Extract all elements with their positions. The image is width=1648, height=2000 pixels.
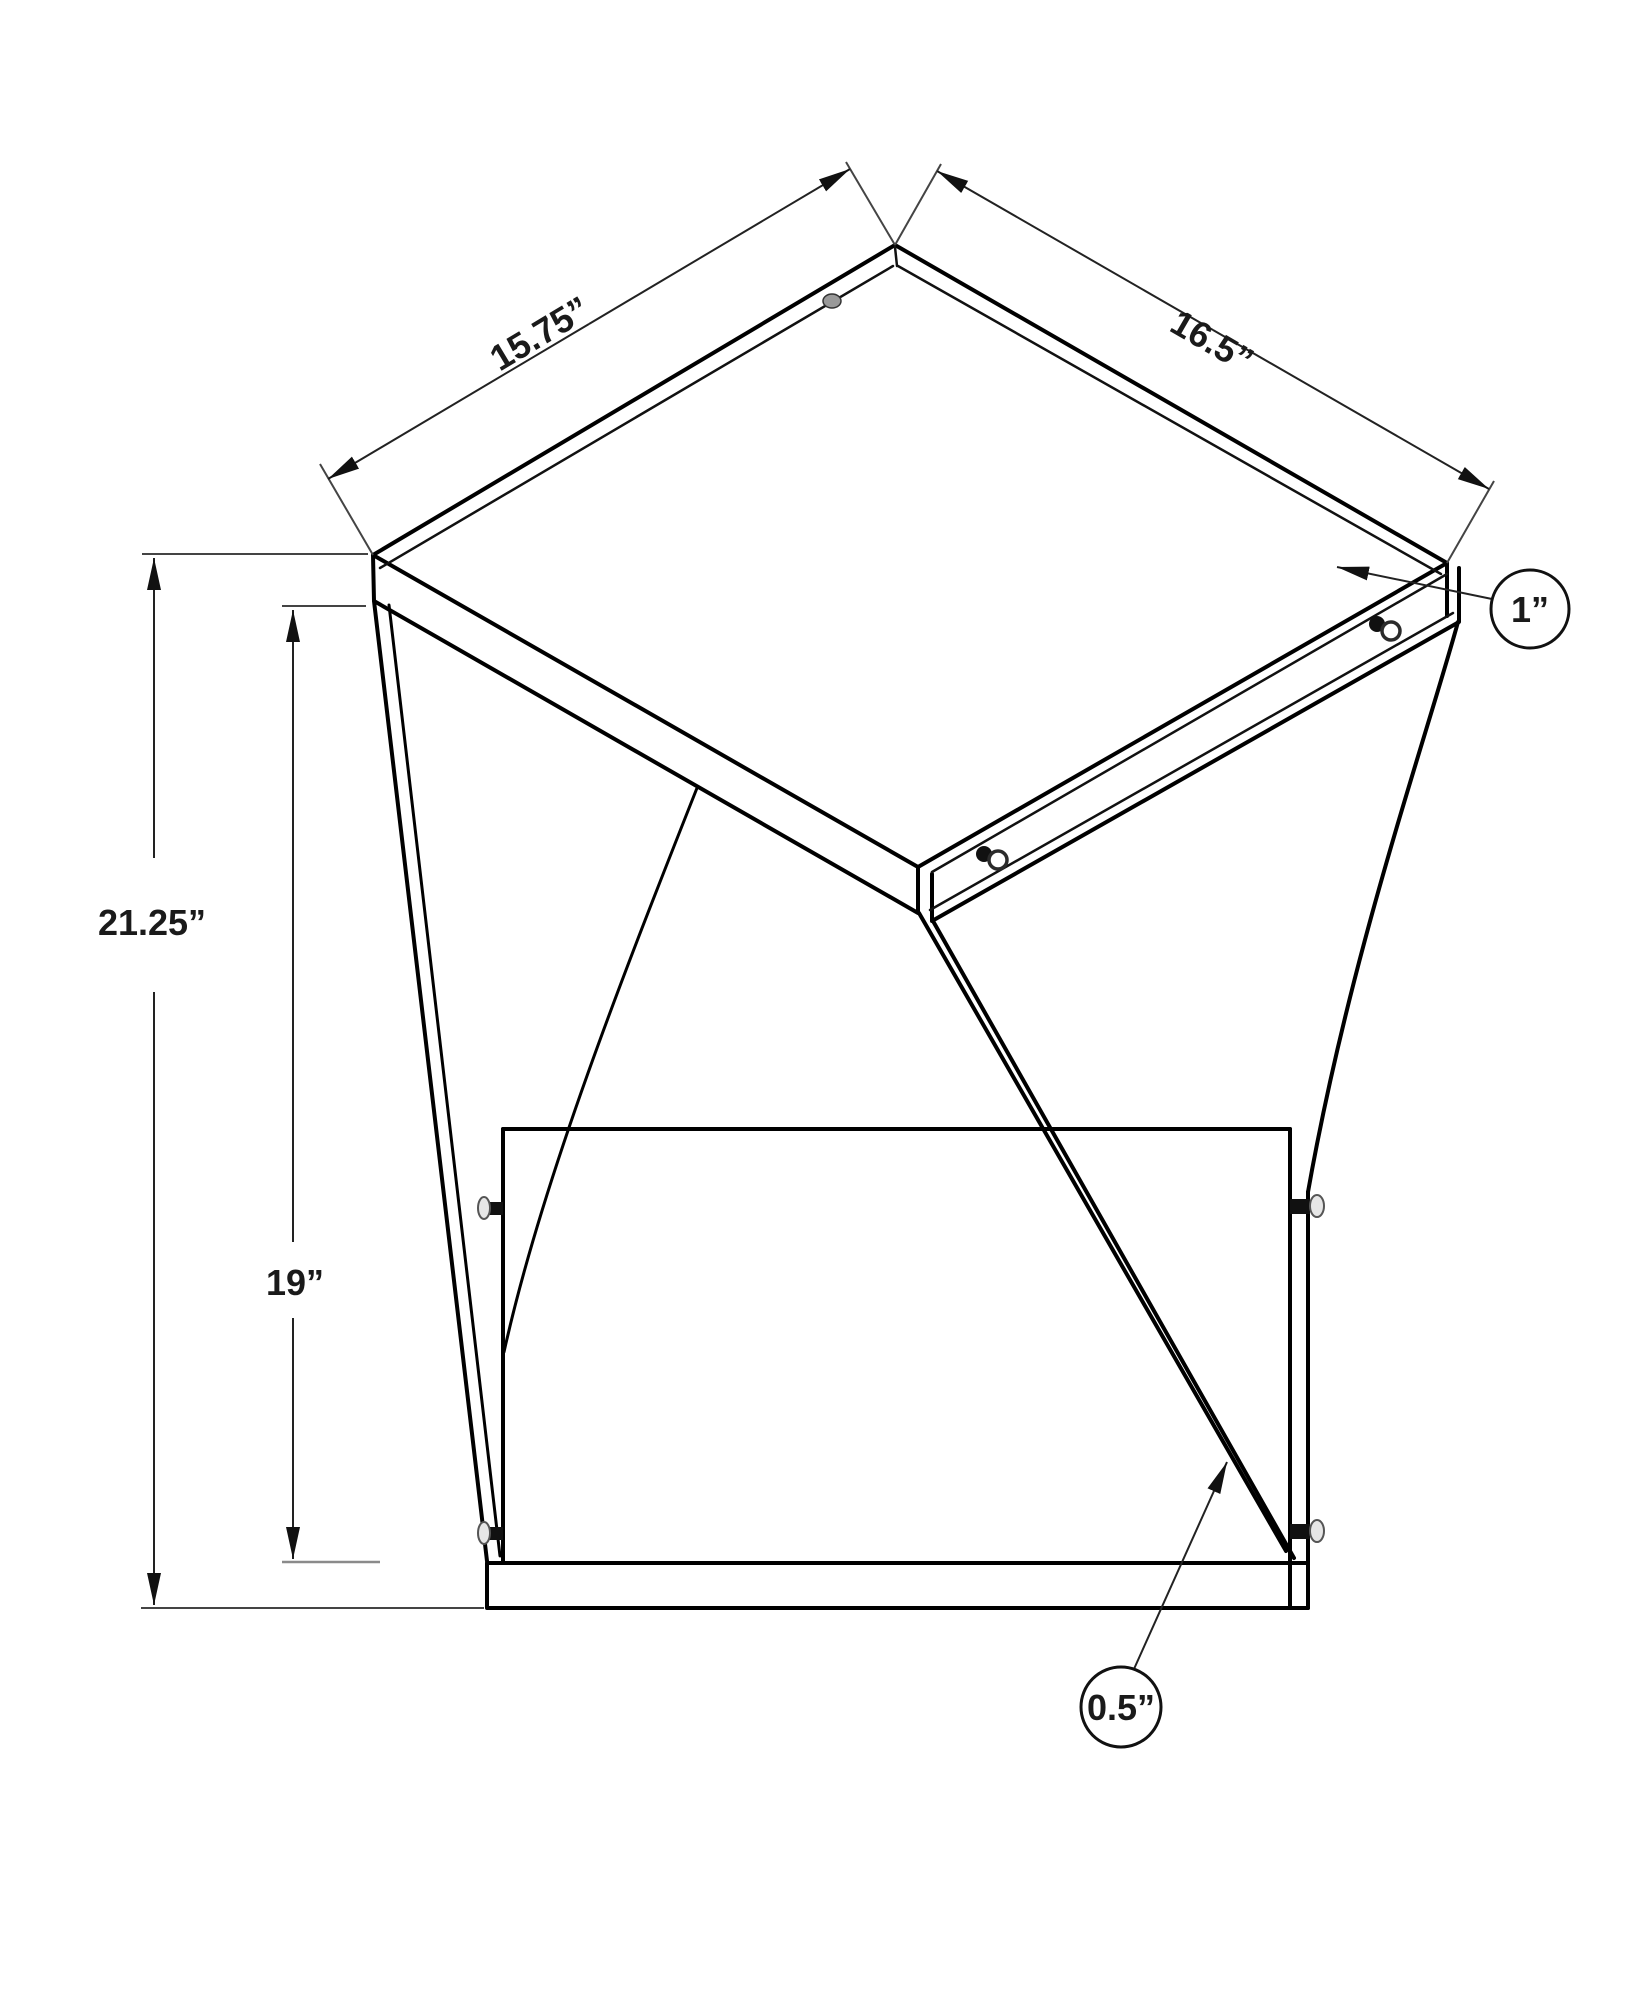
- knob-head: [989, 851, 1007, 869]
- dimension-top-right-edge: [895, 164, 1494, 563]
- screws: [478, 1195, 1324, 1544]
- cross-brace-lower-edge: [933, 921, 1294, 1558]
- witness-line: [1447, 481, 1494, 563]
- dim-label-panel-thickness: 0.5”: [1086, 1687, 1156, 1728]
- screw-head: [478, 1522, 490, 1544]
- screw-head: [1310, 1195, 1324, 1217]
- apron-knob-right: [1369, 616, 1400, 640]
- legs: [374, 601, 1458, 1561]
- dimension-line: [589, 169, 850, 324]
- dim-label-top-right-edge: 16.5”: [1163, 301, 1261, 381]
- tabletop-right-apron-inner-top: [932, 574, 1447, 872]
- dimension-top-left-edge: [320, 162, 895, 555]
- screw-head: [1310, 1520, 1324, 1542]
- knob-head: [1382, 622, 1400, 640]
- edge-knob: [823, 294, 841, 308]
- dim-label-shelf-height: 19”: [265, 1262, 325, 1303]
- base-bar: [487, 1563, 1308, 1608]
- leader-line: [1134, 1462, 1227, 1669]
- tabletop-apex-edge: [895, 247, 897, 266]
- dimension-overall-height: [98, 554, 484, 1608]
- dim-label-top-thickness: 1”: [1510, 589, 1550, 630]
- tabletop-bevel-left: [380, 266, 893, 568]
- callout-panel-thickness: [1081, 1462, 1227, 1747]
- dimension-line: [937, 171, 1213, 330]
- screw-head: [478, 1197, 490, 1219]
- screw-left-top: [478, 1197, 503, 1219]
- dim-label-overall-height: 21.25”: [97, 902, 207, 943]
- dimension-shelf-height: [266, 606, 380, 1562]
- tabletop-bevel-right: [898, 266, 1441, 574]
- screw-threads: [1290, 1199, 1310, 1214]
- left-leg-outer-edge: [374, 601, 487, 1561]
- apron-knob-front: [976, 846, 1007, 869]
- screw-threads: [1290, 1524, 1310, 1539]
- witness-line: [846, 162, 895, 245]
- dim-label-top-left-edge: 15.75”: [482, 287, 597, 379]
- witness-line: [320, 464, 373, 555]
- base: [487, 1563, 1308, 1608]
- right-panel-back-curve: [1308, 622, 1458, 1192]
- left-leg-inner-edge: [389, 605, 500, 1556]
- tabletop-right-apron-inner-bottom: [930, 613, 1453, 910]
- witness-line: [895, 164, 941, 245]
- tabletop-left-apron: [373, 555, 918, 913]
- cross-brace-upper-edge: [919, 913, 1286, 1551]
- left-panel-back-curve: [504, 788, 697, 1352]
